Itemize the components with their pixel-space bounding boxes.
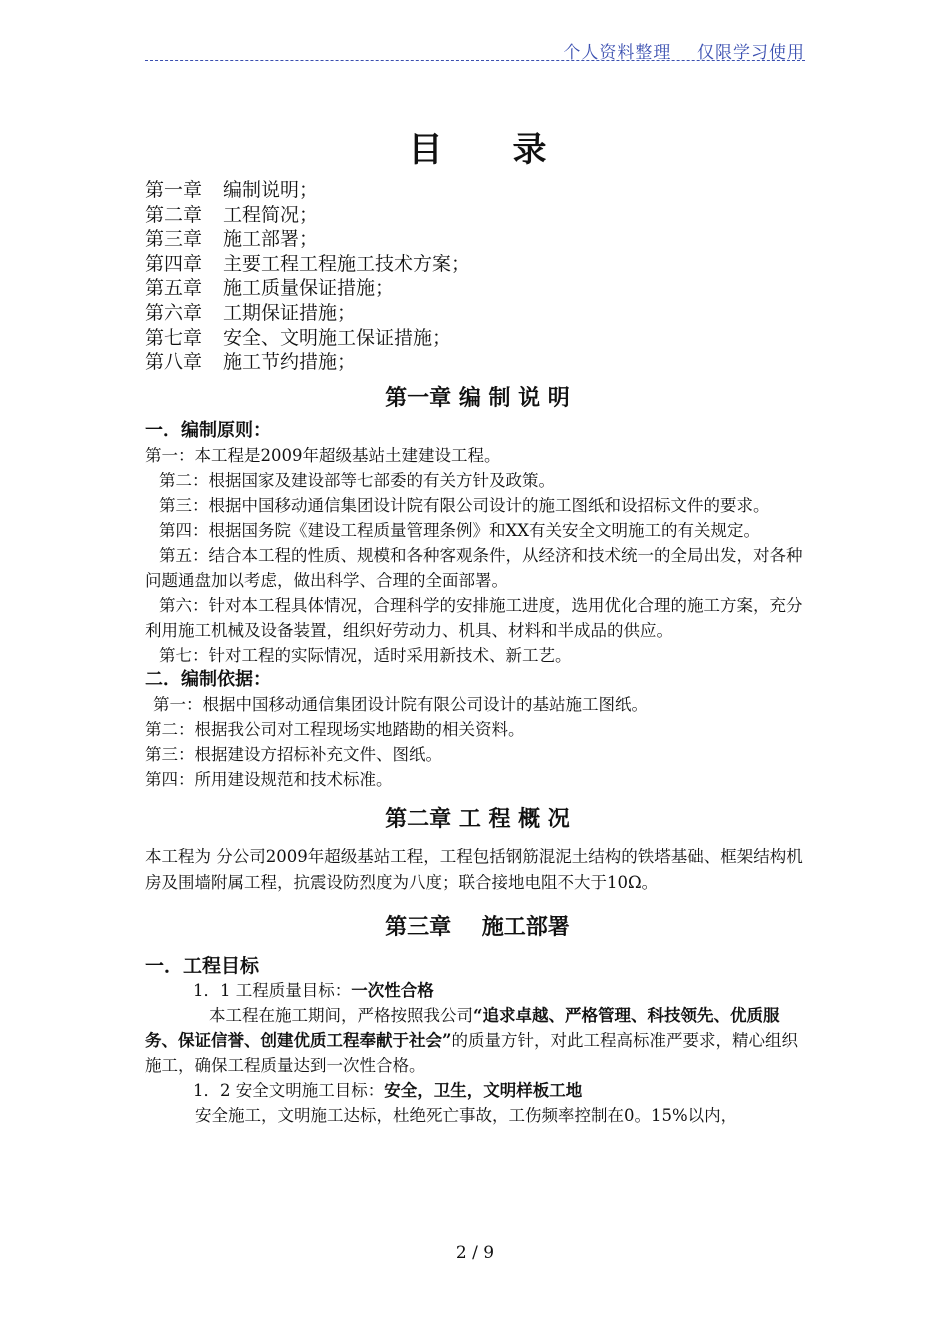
- toc-item: 第五章 施工质量保证措施；: [145, 277, 395, 300]
- subsection-1-2: 1．2 安全文明施工目标：安全，卫生，文明样板工地: [193, 1080, 583, 1100]
- toc-item: 第四章 主要工程工程施工技术方案；: [145, 252, 471, 275]
- paragraph: 第五：结合本工程的性质、规模和各种客观条件，从经济和技术统一的全局出发，对各种问题通盘加以考虑，做出科学、合理的全面部署。: [145, 545, 803, 590]
- section-heading: 一．工程目标: [145, 954, 260, 977]
- toc-item: 第三章 施工部署；: [145, 228, 319, 251]
- paragraph: 第六：针对本工程具体情况，合理科学的安排施工进度，选用优化合理的施工方案，充分利用施工机械及设备装置，组织好劳动力、机具、材料和半成品的供应。: [145, 595, 803, 640]
- document-body: [145, 128, 810, 1128]
- chapter-1-heading: 第一章 编 制 说 明: [385, 384, 570, 411]
- page-header: [145, 38, 805, 61]
- paragraph: 第一：本工程是2009年超级基站土建建设工程。: [145, 445, 501, 465]
- toc-list: [145, 178, 810, 375]
- subsection-1-1: 1．1 工程质量目标：一次性合格: [193, 980, 434, 1000]
- toc-item: 第二章 工程简况；: [145, 203, 319, 226]
- paragraph: 第四：所用建设规范和技术标准。: [145, 769, 393, 789]
- paragraph: 第一：根据中国移动通信集团设计院有限公司设计的基站施工图纸。: [153, 694, 648, 714]
- paragraph: 第七：针对工程的实际情况，适时采用新技术、新工艺。: [159, 645, 572, 665]
- toc-title: 目录: [408, 130, 617, 170]
- paragraph: 第二：根据国家及建设部等七部委的有关方针及政策。: [159, 470, 555, 490]
- paragraph: 第四：根据国务院《建设工程质量管理条例》和XX有关安全文明施工的有关规定。: [159, 520, 760, 540]
- paragraph: 本工程为 分公司2009年超级基站工程，工程包括钢筋混泥土结构的铁塔基础、框架结构机房及围墙附属工程，抗震设防烈度为八度；联合接地电阻不大于10Ω。: [145, 846, 803, 892]
- toc-item: 第一章 编制说明；: [145, 179, 319, 201]
- section-heading: 二．编制依据：: [145, 668, 271, 690]
- toc-item: 第七章 安全、文明施工保证措施；: [145, 326, 452, 349]
- chapter-3-heading: 第三章 施工部署: [385, 913, 570, 940]
- paragraph: 本工程在施工期间，严格按照我公司“追求卓越、严格管理、科技领先、优质服务、保证信誉、创建优质工程奉献于社会”的质量方针，对此工程高标准严要求，精心组织施工，确保工程质量达到一次性合格。: [145, 1005, 798, 1075]
- paragraph: 第二：根据我公司对工程现场实地踏勘的相关资料。: [145, 719, 525, 739]
- toc-item: 第六章 工期保证措施；: [145, 301, 357, 324]
- paragraph: 安全施工，文明施工达标，杜绝死亡事故，工伤频率控制在0。15%以内，: [195, 1105, 738, 1125]
- paragraph: 第三：根据建设方招标补充文件、图纸。: [145, 744, 442, 764]
- toc-item: 第八章 施工节约措施；: [145, 351, 357, 374]
- paragraph: 第三：根据中国移动通信集团设计院有限公司设计的施工图纸和设招标文件的要求。: [159, 495, 770, 515]
- header-text: 个人资料整理 仅限学习使用: [563, 43, 805, 63]
- section-heading: 一．编制原则：: [145, 419, 271, 441]
- chapter-2-heading: 第二章 工 程 概 况: [385, 805, 570, 832]
- page-number: 2 / 9: [455, 1243, 495, 1263]
